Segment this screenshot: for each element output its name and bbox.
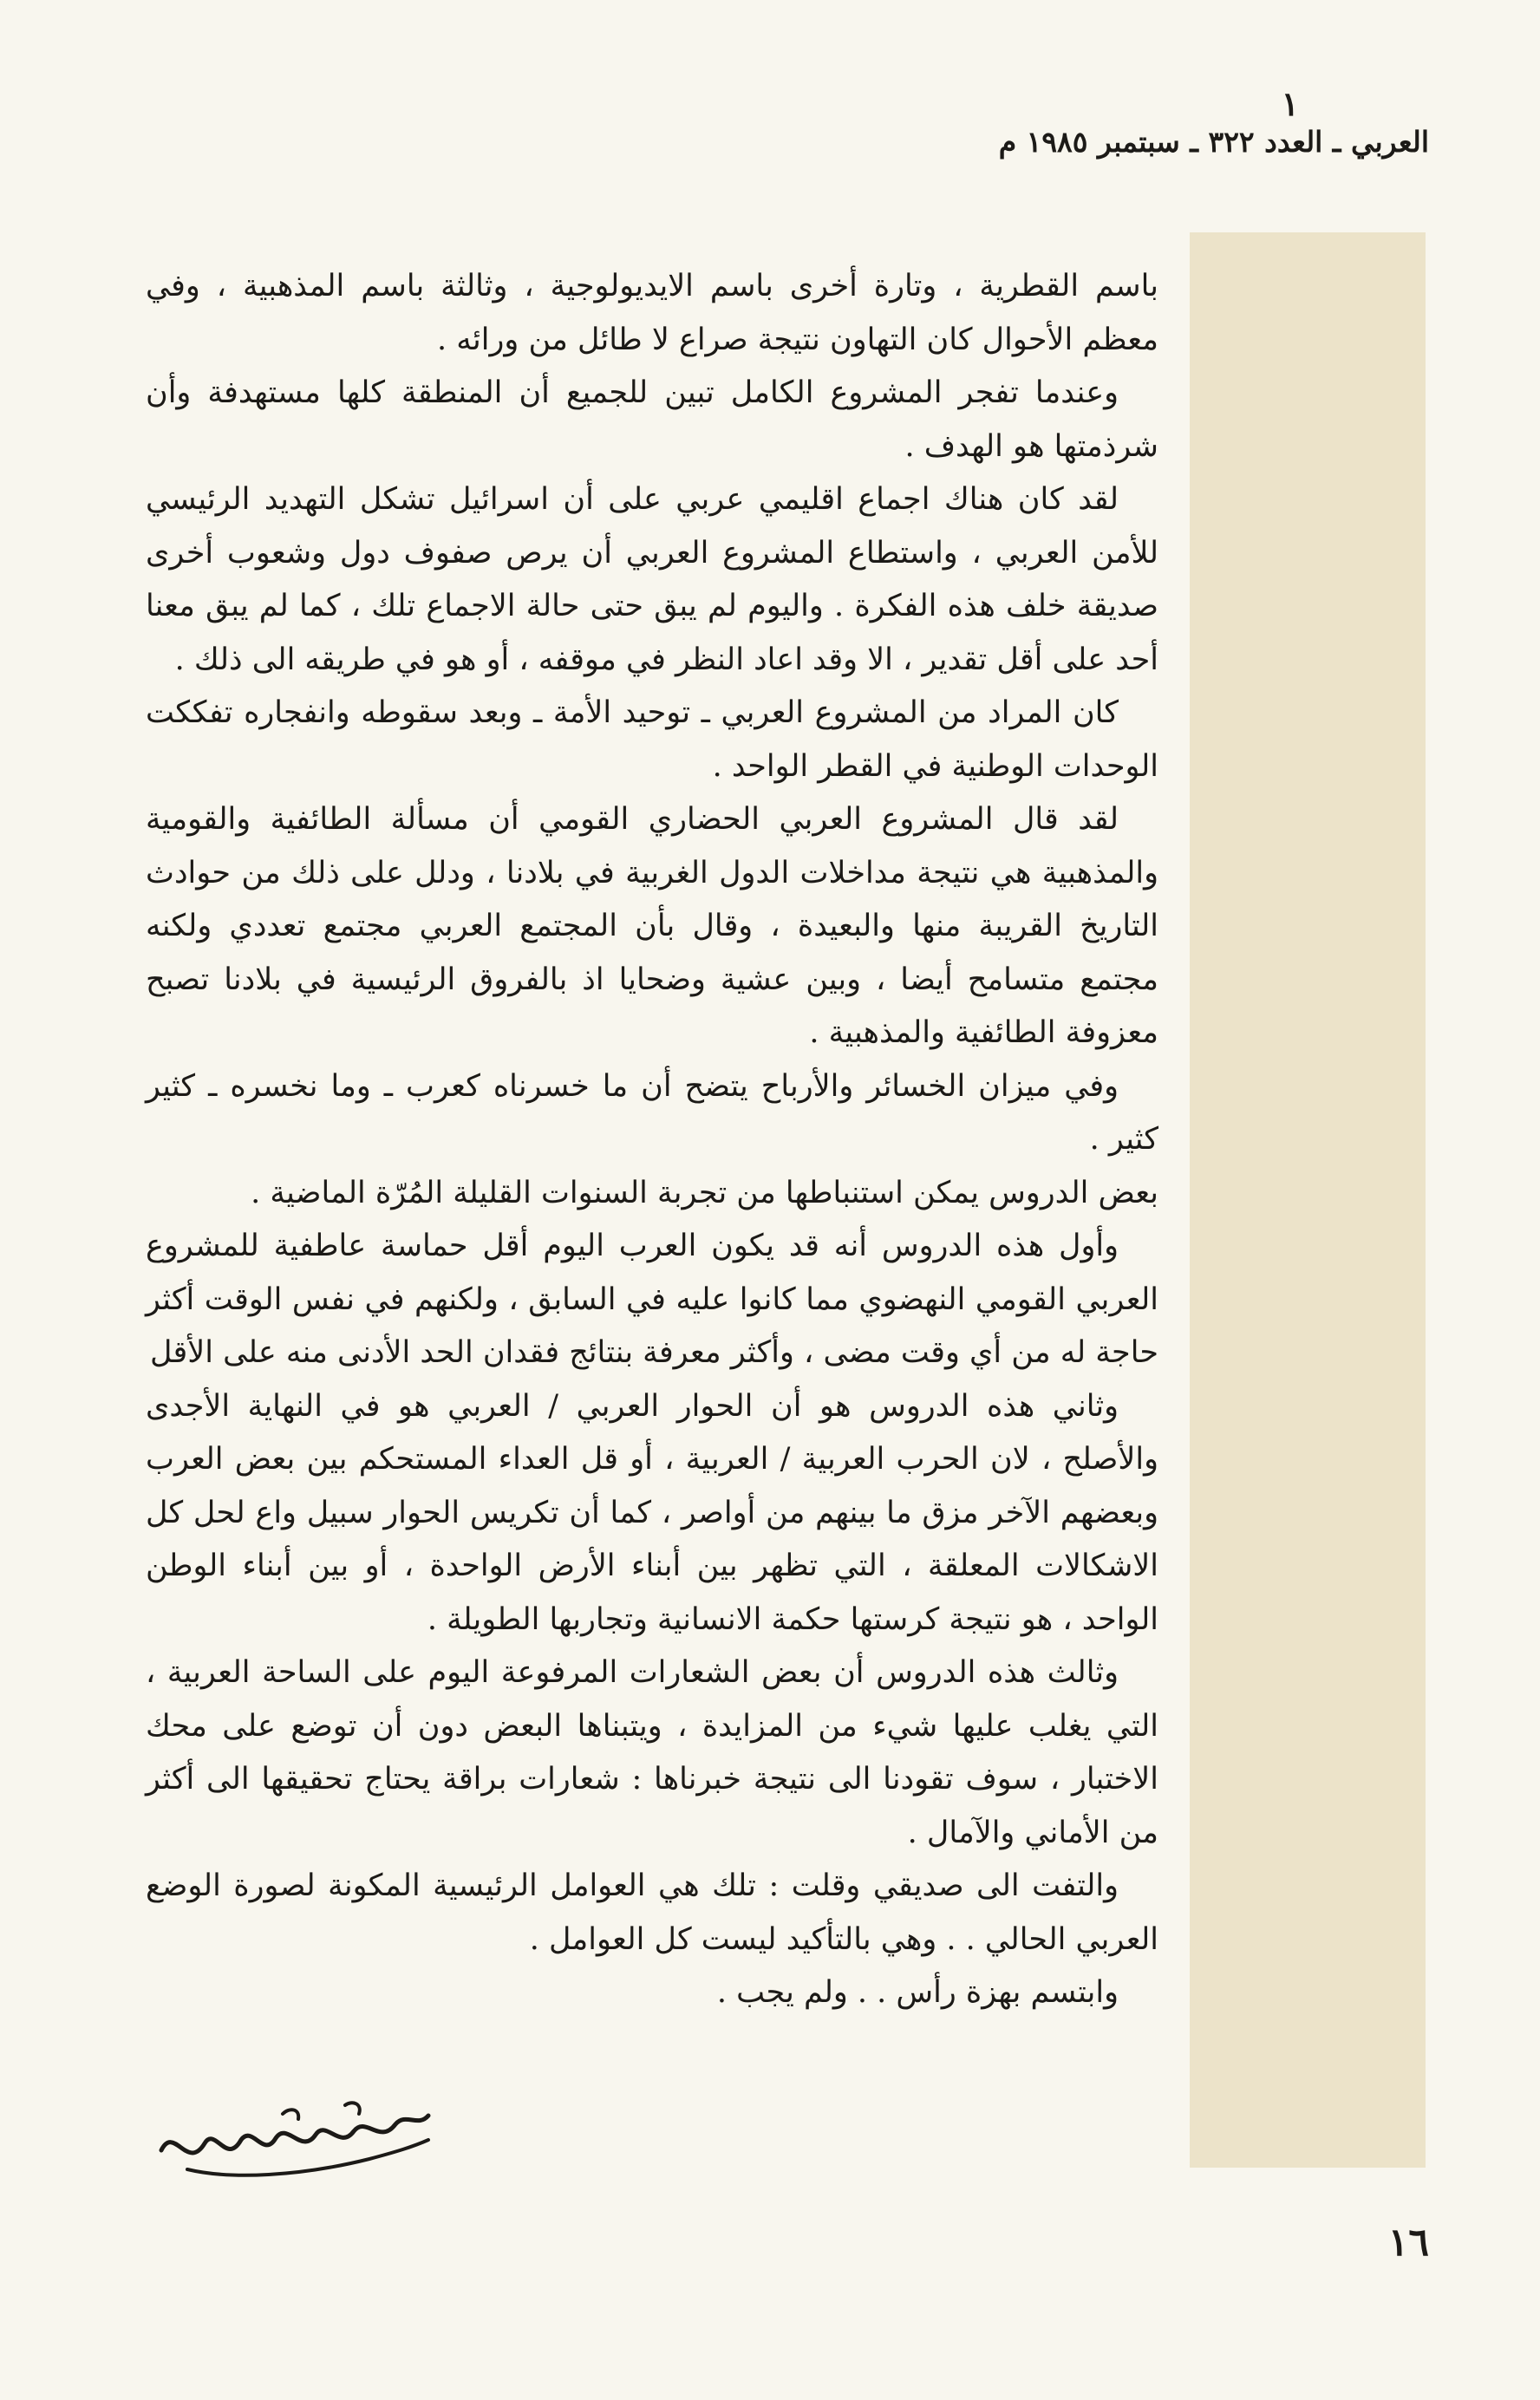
paragraph: باسم القطرية ، وتارة أخرى باسم الايديولوجية ، وثالثة باسم المذهبية ، وفي معظم الأحوال كان التهاون نتيجة صراع لا طائل من ورائه .	[146, 269, 1158, 357]
paragraph: والتفت الى صديقي وقلت : تلك هي العوامل الرئيسية المكونة لصورة الوضع العربي الحالي . . وهي بالتأكيد ليست كل العوامل .	[146, 1868, 1158, 1957]
page-number: ١٦	[1387, 2221, 1429, 2265]
paragraph: وفي ميزان الخسائر والأرباح يتضح أن ما خسرناه كعرب ـ وما نخسره ـ كثير كثير .	[146, 1068, 1158, 1157]
header-mark: ١	[1281, 84, 1299, 123]
article-body	[146, 260, 1158, 2020]
paragraph: لقد كان هناك اجماع اقليمي عربي على أن اسرائيل تشكل التهديد الرئيسي للأمن العربي ، واستطاع المشروع العربي أن يرص صفوف دول وشعوب أخرى صديقة خلف هذه الفكرة . واليوم لم يبق حتى حالة الاجماع تلك ، كما لم يبق معنا أحد على أقل تقدير ، الا وقد اعاد النظر في موقفه ، أو هو في طريقه الى ذلك .	[146, 482, 1158, 677]
paragraph: كان المراد من المشروع العربي ـ توحيد الأمة ـ وبعد سقوطه وانفجاره تفككت الوحدات الوطنية في القطر الواحد .	[146, 695, 1158, 784]
paragraph: لقد قال المشروع العربي الحضاري القومي أن مسألة الطائفية والقومية والمذهبية هي نتيجة مداخلات الدول الغربية في بلادنا ، ودلل على ذلك من حوادث التاريخ القريبة منها والبعيدة ، وقال بأن المجتمع العربي مجتمع تعددي ولكنه مجتمع متسامح أيضا ، وبين عشية وضحايا اذ بالفروق الرئيسية في بلادنا تصبح معزوفة الطائفية والمذهبية .	[146, 802, 1159, 1050]
paragraph: وأول هذه الدروس أنه قد يكون العرب اليوم أقل حماسة عاطفية للمشروع العربي القومي النهضوي مما كانوا عليه في السابق ، ولكنهم في نفس الوقت أكثر حاجة له من أي وقت مضى ، وأكثر معرفة بنتائج فقدان الحد الأدنى منه على الأقل	[146, 1229, 1158, 1370]
paragraph: وعندما تفجر المشروع الكامل تبين للجميع أن المنطقة كلها مستهدفة وأن شرذمتها هو الهدف .	[146, 375, 1158, 464]
author-signature	[153, 2090, 439, 2194]
paragraph: وابتسم بهزة رأس . . ولم يجب .	[716, 1975, 1119, 2010]
page-header	[215, 84, 1429, 161]
margin-color-band	[1190, 232, 1426, 2168]
running-title: العربي ـ العدد ٣٢٢ ـ سبتمبر ١٩٨٥ م	[998, 125, 1429, 159]
paragraph: بعض الدروس يمكن استنباطها من تجربة السنوات القليلة المُرّة الماضية .	[251, 1175, 1158, 1210]
paragraph: وثاني هذه الدروس هو أن الحوار العربي / العربي هو في النهاية الأجدى والأصلح ، لان الحرب العربية / العربية ، أو قل العداء المستحكم بين بعض العرب وبعضهم الآخر مزق ما بينهم من أواصر ، كما أن تكريس الحوار سبيل واع لحل كل الاشكالات المعلقة ، التي تظهر بين أبناء الأرض الواحدة ، أو بين أبناء الوطن الواحد ، هو نتيجة كرستها حكمة الانسانية وتجاربها الطويلة .	[146, 1388, 1158, 1637]
paragraph: وثالث هذه الدروس أن بعض الشعارات المرفوعة اليوم على الساحة العربية ، التي يغلب عليها شيء من المزايدة ، ويتبناها البعض دون أن توضع على محك الاختبار ، سوف تقودنا الى نتيجة خبرناها : شعارات براقة يحتاج تحقيقها الى أكثر من الأماني والآمال .	[146, 1655, 1158, 1850]
